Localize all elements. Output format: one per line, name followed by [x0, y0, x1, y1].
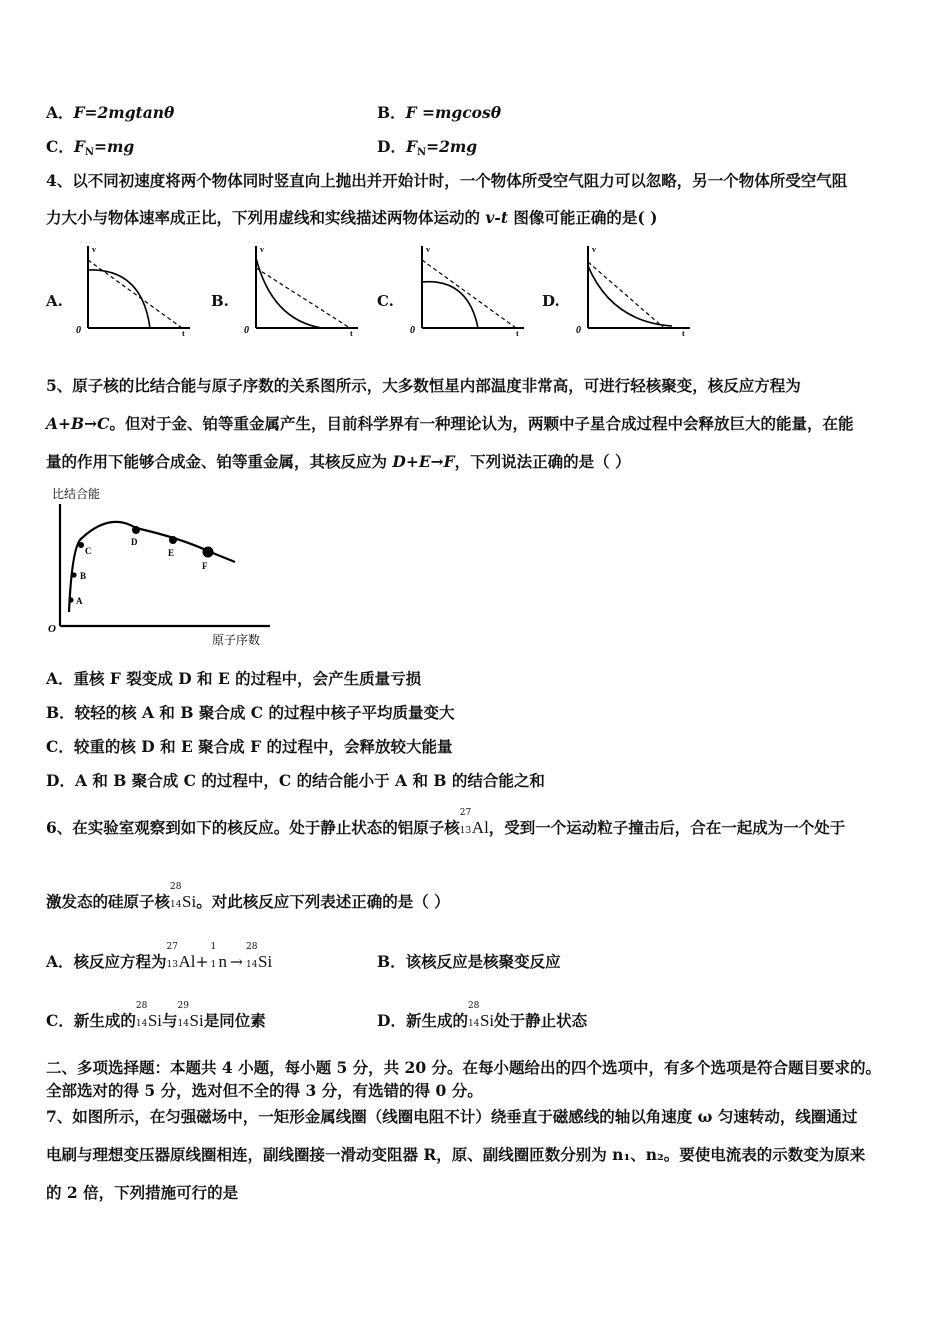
q4-graph-label-b: B.: [211, 292, 229, 310]
point-c-label: C: [85, 546, 92, 556]
q5-stem-line2: A+B→C。但对于金、铂等重金属产生，目前科学界有一种理论认为，两颗中子星合成过程中会释放巨大的能量，在能: [46, 414, 854, 433]
point-b-label: B: [80, 571, 87, 581]
point-a-label: A: [76, 596, 83, 606]
nuclide-si-29: 29 14 Si: [177, 1001, 204, 1030]
q5-option-d: D．A 和 B 聚合成 C 的过程中，C 的结合能小于 A 和 B 的结合能之和: [46, 771, 545, 790]
solid-curve: [256, 258, 322, 328]
q6-option-b: B．该核反应是核聚变反应: [377, 952, 561, 971]
axis-v-label: v: [592, 245, 596, 254]
axis-v-label: v: [92, 245, 96, 254]
nuclide-si-28: 28 14 Si: [467, 1001, 495, 1030]
dashed-line: [256, 268, 350, 328]
q4-graph-b: [240, 240, 368, 340]
q5-stem-line1: 5、原子核的比结合能与原子序数的关系图所示，大多数恒星内部温度非常高，可进行轻核聚变，核反应方程为: [46, 376, 801, 395]
point-b: [71, 572, 76, 577]
solid-curve: [422, 282, 478, 328]
dashed-line: [588, 262, 664, 328]
q6-stem-line1: 6、在实验室观察到如下的核反应。处于静止状态的铝原子核 27 13 Al，受到一个运动粒子撞击后，合在一起成为一个处于: [46, 808, 846, 837]
dashed-line: [422, 260, 516, 328]
point-f-label: F: [202, 561, 208, 571]
q6-stem-line2: 激发态的硅原子核 28 14 Si。对此核反应下列表述正确的是（ ）: [46, 882, 450, 911]
axis-t-label: t: [682, 329, 685, 338]
q3-option-c: C．$F_N=mg$: [46, 137, 135, 158]
q6-option-d: D．新生成的 28 14 Si处于静止状态: [377, 1001, 588, 1030]
nuclide-si-28: 28 14 Si: [246, 942, 273, 971]
nuclide-si-28: 28 14 Si: [135, 1001, 163, 1030]
q5-binding-energy-chart: [40, 484, 276, 650]
q5-stem-line3: 量的作用下能够合成金、铂等重金属，其核反应为 D+E→F，下列说法正确的是（ ）: [46, 452, 631, 471]
q5-option-b: B．较轻的核 A 和 B 聚合成 C 的过程中核子平均质量变大: [46, 703, 455, 722]
chart-origin: O: [48, 623, 56, 635]
point-f: [203, 547, 214, 558]
axis-v-label: v: [260, 245, 264, 254]
origin-label: 0: [76, 325, 81, 336]
axis-t-label: t: [182, 329, 185, 338]
nuclide-neutron: 1 1 n: [210, 942, 228, 971]
q4-graph-label-d: D.: [542, 292, 560, 310]
section2-heading-line2: 全部选对的得 5 分，选对但不全的得 3 分，有选错的得 0 分。: [46, 1081, 483, 1100]
chart-x-label: 原子序数: [212, 633, 261, 647]
point-e-label: E: [168, 548, 175, 558]
q3-option-b: B．F =mgcosθ: [377, 103, 502, 122]
point-d-label: D: [131, 537, 138, 547]
q3-option-d: D．$F_N=2mg$: [377, 137, 478, 158]
q4-graph-a: [72, 240, 200, 340]
nuclide-al-27: 27 13 Al: [459, 808, 489, 837]
q5-option-c: C．较重的核 D 和 E 聚合成 F 的过程中，会释放较大能量: [46, 737, 453, 756]
origin-label: 0: [410, 325, 415, 336]
axis-t-label: t: [516, 329, 519, 338]
point-c: [78, 542, 84, 548]
nuclide-si-28: 28 14 Si: [170, 882, 197, 911]
solid-curve: [588, 266, 672, 326]
q7-stem-line3: 的 2 倍，下列措施可行的是: [46, 1183, 239, 1202]
solid-curve: [88, 270, 150, 328]
q3-option-a: A．F=2mgtanθ: [46, 103, 175, 122]
axis-v-label: v: [426, 245, 430, 254]
q6-option-a: A．核反应方程为 27 13 Al+ 1 1 n → 28 14 Si: [46, 942, 273, 971]
point-e: [169, 536, 177, 544]
binding-energy-curve: [69, 522, 235, 612]
point-d: [132, 526, 140, 534]
point-a: [68, 597, 73, 602]
axis-t-label: t: [350, 329, 353, 338]
q7-stem-line1: 7、如图所示，在匀强磁场中，一矩形金属线圈（线圈电阻不计）绕垂直于磁感线的轴以角速度 ω 匀速转动，线圈通过: [46, 1107, 858, 1126]
q5-option-a: A．重核 F 裂变成 D 和 E 的过程中，会产生质量亏损: [46, 669, 422, 688]
origin-label: 0: [576, 325, 581, 336]
q4-graph-c: [406, 240, 534, 340]
q4-stem-line2: 力大小与物体速率成正比，下列用虚线和实线描述两物体运动的 v-t 图像可能正确的是( ): [46, 208, 658, 227]
q6-option-c: C．新生成的 28 14 Si与 29 14 Si是同位素: [46, 1001, 266, 1030]
q4-graph-label-c: C.: [377, 292, 394, 310]
q4-graph-d: [572, 240, 700, 340]
section2-heading-line1: 二、多项选择题：本题共 4 小题，每小题 5 分，共 20 分。在每小题给出的四个选项中，有多个选项是符合题目要求的。: [46, 1058, 882, 1077]
q4-stem-line1: 4、以不同初速度将两个物体同时竖直向上抛出并开始计时，一个物体所受空气阻力可以忽略，另一个物体所受空气阻: [46, 171, 848, 190]
nuclide-al-27: 27 13 Al: [166, 942, 196, 971]
origin-label: 0: [244, 325, 249, 336]
chart-y-label: 比结合能: [52, 487, 101, 501]
q4-graph-label-a: A.: [46, 292, 63, 310]
q7-stem-line2: 电刷与理想变压器原线圈相连，副线圈接一滑动变阻器 R，原、副线圈匝数分别为 n₁、n₂。要使电流表的示数变为原来: [46, 1145, 866, 1164]
